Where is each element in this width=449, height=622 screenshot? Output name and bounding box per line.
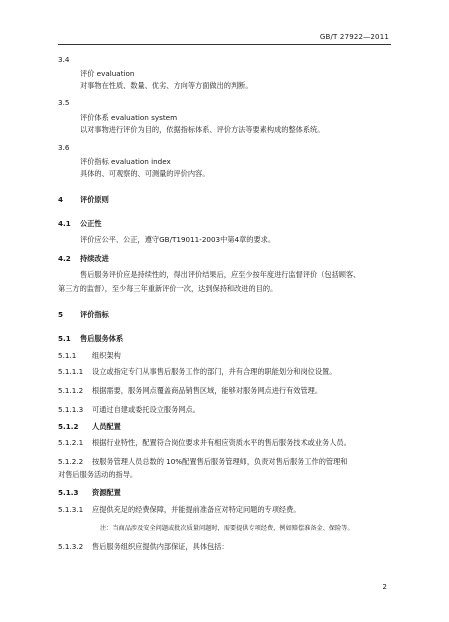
section-5-1-2-number: 5.1.2 (58, 422, 79, 431)
term-3-6-title: 评价指标 evaluation index (80, 157, 171, 166)
section-4-title: 评价原则 (80, 195, 109, 204)
section-5-1-title: 售后服务体系 (80, 334, 124, 343)
clause-5-1-1-2 (58, 386, 322, 396)
section-5-1-3-heading (58, 488, 121, 498)
section-5-heading (58, 310, 109, 320)
section-5-1-2-heading (58, 422, 121, 432)
section-5-1-number: 5.1 (58, 334, 71, 343)
section-5-1-1-number: 5.1.1 (58, 351, 77, 360)
clause-5-1-1-2-number: 5.1.1.2 (58, 386, 84, 395)
term-3-4-title: 评价 evaluation (80, 69, 135, 78)
section-4-2-heading (58, 254, 109, 264)
section-4-2-number: 4.2 (58, 254, 71, 263)
clause-5-1-2-2-text-line1: 按服务管理人员总数的 10%配置售后服务管理师，负责对售后服务工作的管理和 (92, 457, 348, 466)
section-5-number: 5 (58, 310, 64, 319)
clause-5-1-1-3 (58, 405, 200, 415)
header-rule (58, 44, 391, 45)
clause-5-1-2-2 (58, 457, 347, 467)
section-4-number: 4 (58, 195, 64, 204)
section-5-1-3-title: 资源配置 (92, 488, 121, 497)
term-3-6-number: 3.6 (58, 143, 70, 152)
section-5-1-1-title: 组织架构 (92, 351, 121, 360)
clause-5-1-3-1 (58, 505, 300, 515)
term-3-4-definition: 对事物在性质、数量、优劣、方向等方面做出的判断。 (80, 81, 253, 90)
section-4-1-text: 评价应公平、公正，遵守GB/T19011-2003中第4章的要求。 (80, 235, 276, 244)
section-5-1-1-heading (58, 351, 121, 361)
term-3-6-definition: 具体的、可观察的、可测量的评价内容。 (80, 169, 210, 178)
section-5-1-3-number: 5.1.3 (58, 488, 79, 497)
section-4-1-title: 公正性 (80, 219, 102, 228)
section-4-2-title: 持续改进 (80, 254, 109, 263)
section-4-2-text-line1: 售后服务评价应是持续性的，得出评价结果后，应至少按年度进行监督评价（包括顾客、 (80, 270, 361, 279)
clause-5-1-3-2-number: 5.1.3.2 (58, 542, 84, 551)
clause-5-1-1-3-number: 5.1.1.3 (58, 405, 84, 414)
clause-5-1-2-2-text-line2: 对售后服务活动的指导。 (58, 470, 138, 479)
term-3-5-title: 评价体系 evaluation system (80, 113, 178, 122)
clause-5-1-1-1-number: 5.1.1.1 (58, 367, 84, 376)
section-4-2-text-line2: 第三方的监督），至少每三年重新评价一次，达到保持和改进的目的。 (58, 284, 278, 293)
clause-5-1-1-1-text: 设立或指定专门从事售后服务工作的部门，并有合理的职能划分和岗位设置。 (92, 367, 337, 376)
clause-5-1-3-1-number: 5.1.3.1 (58, 505, 84, 514)
note-text: 注：当商品涉及安全问题或批次质量问题时，需要提供专项经费，例如赔偿准备金、保险等。 (100, 525, 354, 532)
section-5-title: 评价指标 (80, 310, 109, 319)
section-5-1-heading (58, 334, 123, 344)
section-4-1-number: 4.1 (58, 219, 71, 228)
clause-5-1-2-1-number: 5.1.2.1 (58, 438, 84, 447)
clause-5-1-2-1-text: 根据行业特性，配置符合岗位要求并有相应资质水平的售后服务技术或业务人员。 (92, 438, 351, 447)
section-4-heading (58, 195, 109, 205)
standard-id-header: GB/T 27922—2011 (319, 33, 389, 41)
page-number: 2 (382, 583, 387, 591)
section-5-1-2-title: 人员配置 (92, 422, 121, 431)
term-3-5-number: 3.5 (58, 98, 70, 107)
clause-5-1-1-2-text: 根据需要，服务网点覆盖商品销售区域，能够对服务网点进行有效管理。 (92, 386, 323, 395)
clause-5-1-2-2-number: 5.1.2.2 (58, 457, 84, 466)
clause-5-1-2-1 (58, 438, 351, 448)
clause-5-1-3-2 (58, 542, 229, 552)
clause-5-1-1-1 (58, 367, 336, 377)
term-3-4-number: 3.4 (58, 55, 70, 64)
clause-5-1-3-1-text: 应提供充足的经费保障，并能提前准备应对特定问题的专项经费。 (92, 505, 301, 514)
term-3-5-definition: 以对事物进行评价为目的，依据指标体系、评价方法等要素构成的整体系统。 (80, 125, 325, 134)
clause-5-1-1-3-text: 可通过自建或委托设立服务网点。 (92, 405, 200, 414)
clause-5-1-3-2-text: 售后服务组织应提供内部保证，具体包括： (92, 542, 229, 551)
section-4-1-heading (58, 219, 102, 229)
